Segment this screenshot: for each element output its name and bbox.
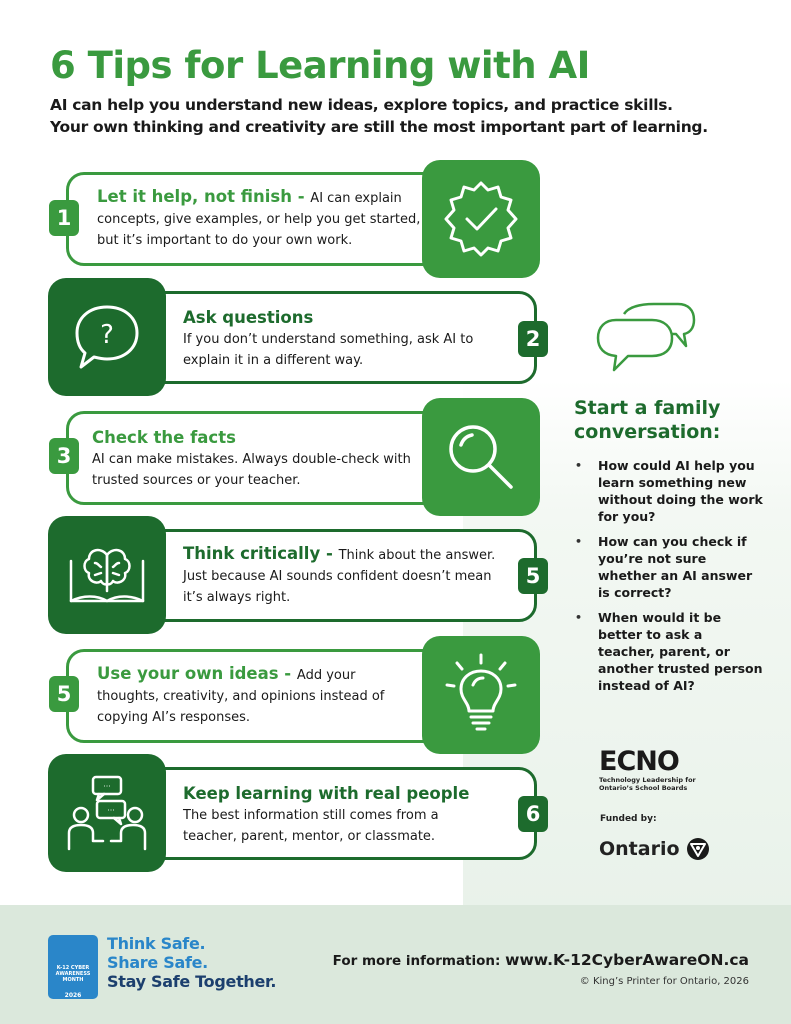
tip-3-icon-tile xyxy=(422,398,540,516)
lightbulb-icon xyxy=(439,651,523,739)
tip-5-body: Add your thoughts, creativity, and opinions instead of copying AI’s responses. xyxy=(97,668,385,725)
tip-4-heading: Think critically - xyxy=(183,544,339,563)
tip-4-text xyxy=(183,543,513,608)
svg-text:ECNO: ECNO xyxy=(599,746,679,774)
family-conversation-title xyxy=(574,396,720,444)
tip-6-number: 6 xyxy=(518,796,548,832)
question-bubble-icon xyxy=(65,295,149,379)
tip-2-icon-tile xyxy=(48,278,166,396)
tip-3-number: 3 xyxy=(49,438,79,474)
tip-6-heading: Keep learning with real people xyxy=(183,784,470,803)
funded-by-label: Funded by: xyxy=(600,814,657,824)
tip-1-icon-tile xyxy=(422,160,540,278)
tip-3-text xyxy=(92,426,412,491)
brain-book-icon xyxy=(63,533,151,617)
subtitle-line-1: AI can help you understand new ideas, explore topics, and practice skills. xyxy=(50,96,673,114)
slogan xyxy=(107,934,276,991)
badge-check-icon xyxy=(440,178,522,260)
tip-2-number: 2 xyxy=(518,321,548,357)
info-label: For more information: xyxy=(332,953,506,969)
family-questions-list xyxy=(573,457,763,702)
badge-year: 2026 xyxy=(64,992,82,999)
tip-5-number: 5 xyxy=(49,676,79,712)
tip-1-number: 1 xyxy=(49,200,79,236)
tip-1-heading: Let it help, not finish - xyxy=(97,187,311,206)
list-item: • How can you check if you’re not sure whether an AI answer is correct? xyxy=(573,533,763,601)
tip-5-heading: Use your own ideas - xyxy=(97,664,297,683)
tip-3-body: AI can make mistakes. Always double-check with trusted sources or your teacher. xyxy=(92,452,411,488)
page-title: 6 Tips for Learning with AI xyxy=(50,44,590,87)
tip-6-icon-tile xyxy=(48,754,166,872)
tip-4-body: Think about the answer. Just because AI sounds confident doesn’t mean it’s always right. xyxy=(183,548,496,605)
slogan-line-2: Share Safe. xyxy=(107,953,208,972)
page-subtitle xyxy=(50,94,750,138)
list-item: • How could AI help you learn something new without doing the work for you? xyxy=(573,457,763,525)
copyright: © King’s Printer for Ontario, 2026 xyxy=(579,976,749,987)
tip-4-icon-tile xyxy=(48,516,166,634)
badge-text: K-12 CYBER AWARENESS MONTH xyxy=(55,965,91,983)
people-chat-icon xyxy=(63,769,151,857)
tip-6-text xyxy=(183,782,493,847)
tip-2-body: If you don’t understand something, ask AI to explain it in a different way. xyxy=(183,332,474,368)
ontario-wordmark: Ontario xyxy=(599,838,680,860)
slogan-line-3: Stay Safe Together. xyxy=(107,972,277,991)
tip-6-body: The best information still comes from a teacher, parent, mentor, or classmate. xyxy=(183,808,439,844)
tip-2-text xyxy=(183,306,483,371)
tip-1-body: AI can explain concepts, give examples, or help you get started, but it’s important to do your own work. xyxy=(97,191,421,248)
trillium-icon xyxy=(686,837,710,861)
list-item: • When would it be better to ask a teacher, parent, or another trusted person instead of AI? xyxy=(573,609,763,694)
svg-text:?: ? xyxy=(100,320,114,350)
family-title-line-2: conversation: xyxy=(574,421,721,443)
ontario-logo xyxy=(599,837,710,861)
slogan-line-1: Think Safe. xyxy=(107,934,206,953)
tip-1-text xyxy=(97,186,427,251)
tip-3-heading: Check the facts xyxy=(92,428,236,447)
tip-5-icon-tile xyxy=(422,636,540,754)
ecno-logo xyxy=(599,746,691,774)
family-title-line-1: Start a family xyxy=(574,397,721,419)
tip-5-text xyxy=(97,663,417,728)
more-info xyxy=(333,951,749,969)
magnifier-icon xyxy=(439,415,523,499)
tip-4-number: 5 xyxy=(518,558,548,594)
subtitle-line-2: Your own thinking and creativity are still the most important part of learning. xyxy=(50,118,708,136)
cyber-awareness-badge xyxy=(48,935,98,999)
tip-2-heading: Ask questions xyxy=(183,308,314,327)
info-url-link[interactable]: www.K-12CyberAwareON.ca xyxy=(505,951,749,969)
svg-text:···: ··· xyxy=(107,806,115,815)
ecno-tagline: Technology Leadership for Ontario’s School Boards xyxy=(599,776,696,792)
svg-text:···: ··· xyxy=(103,782,111,791)
speech-bubbles-icon xyxy=(594,300,700,380)
